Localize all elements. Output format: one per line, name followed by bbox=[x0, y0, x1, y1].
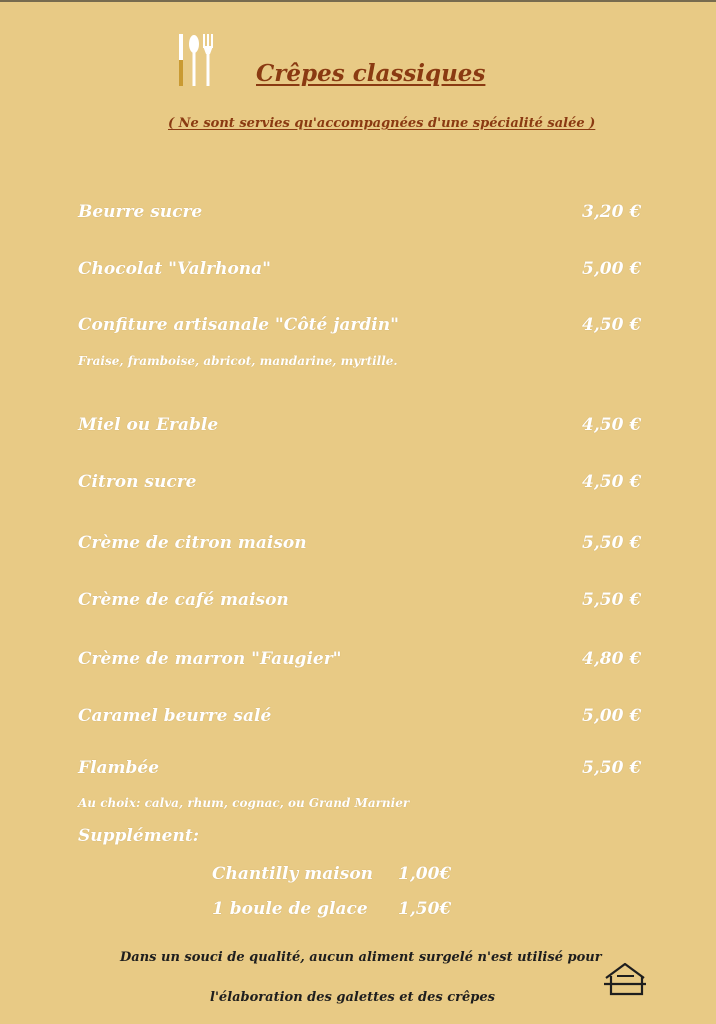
supplement-price: 1,00€ bbox=[398, 864, 452, 884]
menu-item-note: Au choix: calva, rhum, cognac, ou Grand Marnier bbox=[78, 796, 410, 810]
page-subtitle: ( Ne sont servies qu'accompagnées d'une spécialité salée ) bbox=[168, 116, 596, 131]
menu-item-price: 3,20 € bbox=[582, 202, 642, 222]
footer-note-line1: Dans un souci de qualité, aucun aliment surgelé n'est utilisé pour bbox=[120, 950, 602, 965]
cutlery-icon bbox=[172, 30, 220, 88]
menu-item-price: 5,50 € bbox=[582, 533, 642, 553]
menu-item-price: 5,00 € bbox=[582, 706, 642, 726]
menu-item-price: 5,00 € bbox=[582, 259, 642, 279]
menu-item-name: Caramel beurre salé bbox=[78, 706, 272, 726]
menu-item-price: 4,50 € bbox=[582, 472, 642, 492]
supplement-price: 1,50€ bbox=[398, 899, 452, 919]
supplement-name: Chantilly maison bbox=[212, 864, 374, 884]
menu-item-price: 5,50 € bbox=[582, 758, 642, 778]
menu-item-price: 4,50 € bbox=[582, 315, 642, 335]
menu-item-price: 5,50 € bbox=[582, 590, 642, 610]
menu-item-name: Crème de café maison bbox=[78, 590, 289, 610]
menu-item-price: 4,50 € bbox=[582, 415, 642, 435]
menu-item-name: Confiture artisanale "Côté jardin" bbox=[78, 315, 399, 335]
menu-item-note: Fraise, framboise, abricot, mandarine, myrtille. bbox=[78, 354, 398, 368]
footer-note-line2: l'élaboration des galettes et des crêpes bbox=[210, 990, 495, 1005]
supplement-heading: Supplément: bbox=[78, 826, 199, 846]
menu-item-name: Chocolat "Valrhona" bbox=[78, 259, 272, 279]
menu-item-name: Crème de citron maison bbox=[78, 533, 307, 553]
menu-item-name: Citron sucre bbox=[78, 472, 197, 492]
top-border bbox=[0, 0, 716, 2]
page-title: Crêpes classiques bbox=[256, 60, 486, 87]
supplement-name: 1 boule de glace bbox=[212, 899, 368, 919]
menu-item-name: Beurre sucre bbox=[78, 202, 203, 222]
menu-item-name: Miel ou Erable bbox=[78, 415, 219, 435]
menu-item-name: Flambée bbox=[78, 758, 160, 778]
home-icon[interactable] bbox=[602, 958, 648, 998]
menu-item-price: 4,80 € bbox=[582, 649, 642, 669]
menu-item-name: Crème de marron "Faugier" bbox=[78, 649, 342, 669]
